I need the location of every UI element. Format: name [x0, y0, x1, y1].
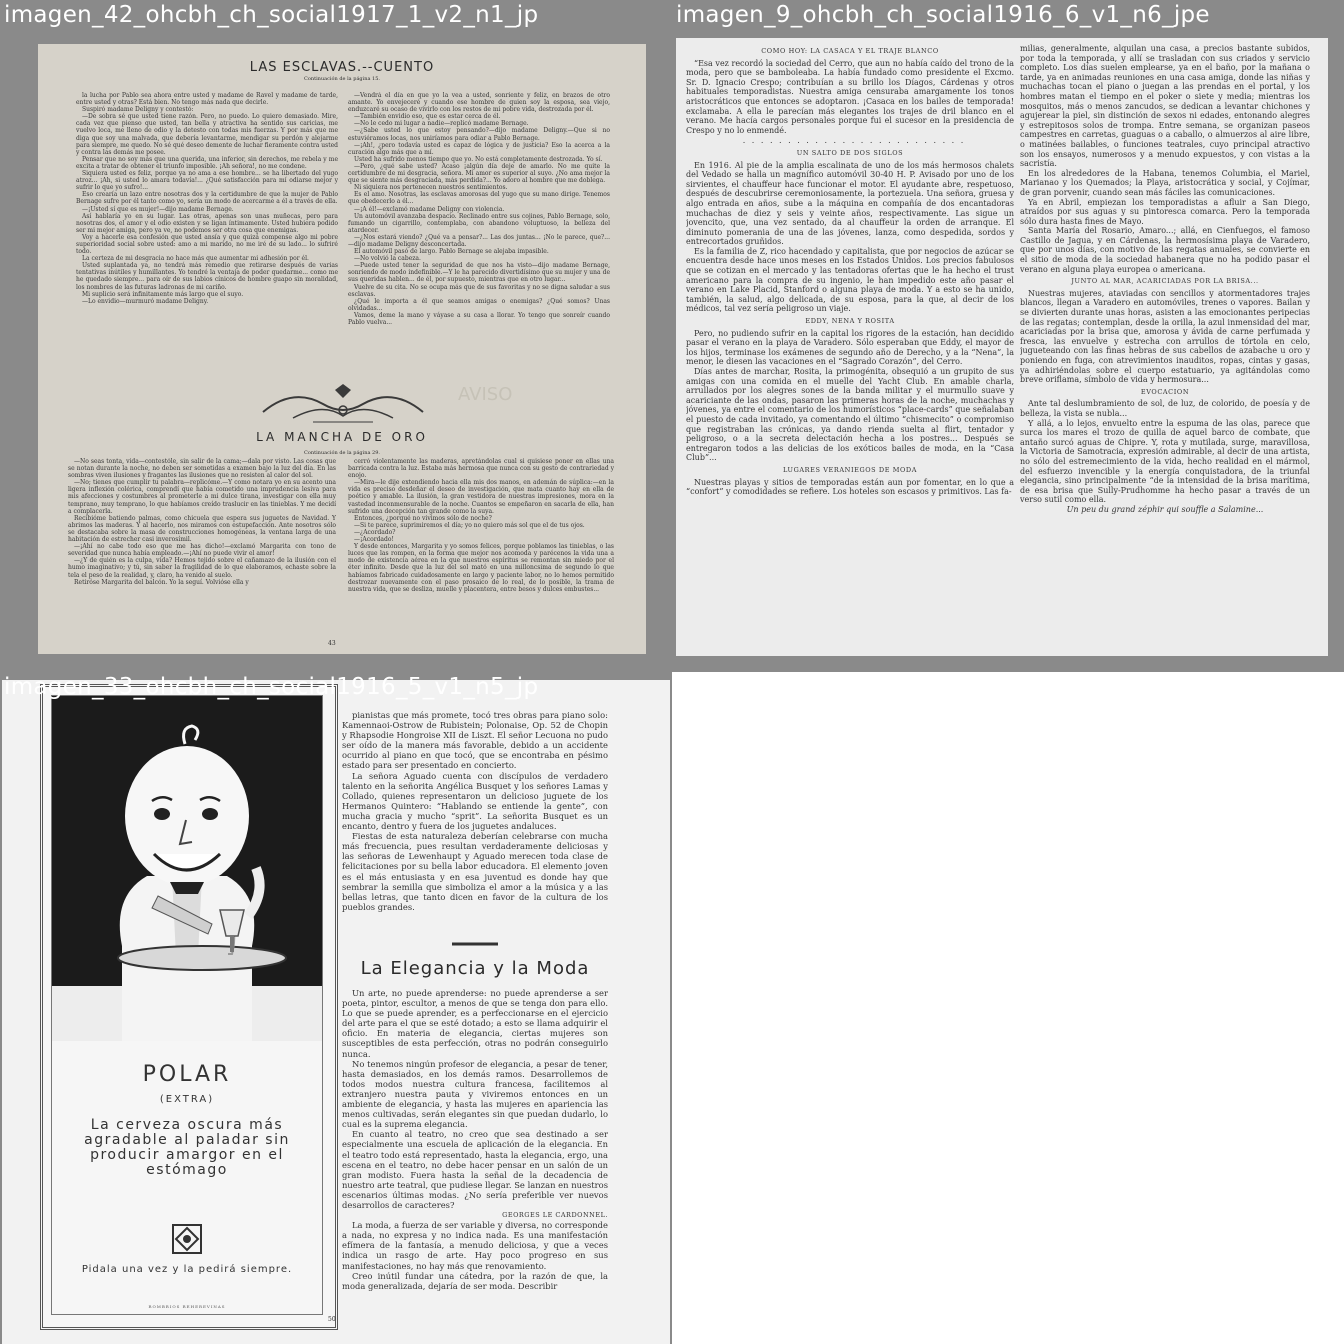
paragraph: Suspiró madame Deligny y contestó:: [82, 106, 194, 114]
paragraph: Creo inútil fundar una cátedra, por la razón de que, la moda generalizada, dejaría de ser moda. Describir: [342, 1270, 608, 1291]
paragraph: la lucha por Pablo sea ahora entre usted y madame de Ravel y madame de tarde, entre usted y otras? Está bien. No tengo más nada que decirle.: [76, 92, 338, 107]
paragraph: —Vendrá el día en que yo la vea a usted, sonriente y feliz, en brazos de otro amante. Yo envejeceré y cuando ese hombre de quien soy la esposa, sea viejo, enduzcaré su ocaso de vivirlo con los restos de mi pobre vida, destrozada por él.: [348, 92, 610, 114]
paragraph: cerró violentamente las maderas, apretándolas cual si quisiese poner en ellas una barricada contra la luz. Estaba más hermosa que nunca con su gesto de contrariedad y enojo.: [348, 458, 614, 480]
section-divider: [342, 938, 608, 950]
paragraph: —No; tienes que cumplir tu palabra—replicóme.—Y como notara yo en su acento una ligera inflexión colérica, comprendí que había cometido una imprudencia lesiva para mis afecciones y costumbres al prometerle a mi dulce tirana, investigar con ella muy temprano, muy temprano, lo que habíamos creído traslucir en las tinieblas. Y me decidí a complacerla.: [68, 479, 336, 515]
paragraph: ¿Qué le importa a él que seamos amigas o enemigas? ¿Qué somos? Unas olvidadas...: [348, 297, 610, 312]
paragraph: El automóvil pasó de largo. Pablo Bernage se alejaba impasible.: [354, 248, 549, 256]
paragraph: Un arte, no puede aprenderse: no puede aprenderse a ser poeta, pintor, escultor, a menos de que se tenga don para ello. Lo que se puede aprender, es a perfeccionarse en el ejercicio del arte para el que se esté dotado; a esto se llama adquirir el oficio. En materia de elegancia, ciertas mujeres son susceptibles de esta perfección, otras no podrán conseguirlo nunca.: [342, 988, 608, 1059]
paragraph: —¡Ahí no cabe todo eso que me has dicho!—exclamó Margarita con tono de severidad que nunca había empleado.—¡Ahí no puede vivir el amor!: [68, 543, 336, 558]
paragraph: En los alrededores de la Habana, tenemos Columbia, el Mariel, Marianao y los Quemados; la Playa, aristocrática y social, y Cojímar, de gran porvenir, cuando sean más fáciles las comunicaciones.: [1020, 168, 1310, 197]
paragraph-group: [76, 191, 338, 305]
paragraph: —¡Acordado!: [354, 536, 394, 544]
paragraph: La certeza de mi desgracia no hace más que aumentar mi adhesión por él.: [82, 255, 309, 263]
text-column-bottom-right: [348, 458, 614, 638]
polar-advertisement: [40, 684, 338, 1330]
paragraph: —¿Nos estará viendo? ¿Qué va a pensar?... Las dos juntas... ¡No le parece, que?... —dijo madame Deligny desconcertada.: [348, 233, 610, 248]
paragraph: —Si te parece, suprimiremos el día; yo no quiero más sol que el de tus ojos.: [354, 521, 585, 529]
paragraph: Vamos, deme la mano y váyase a su casa a llorar. Yo tengo que sonreír cuando Pablo vuelva...: [348, 311, 610, 326]
paragraph-group: [342, 1220, 608, 1291]
paragraph: —No seas tonta, vida—contestóle, sin salir de la cama;—dala por visto. Las cosas que se notan durante la noche, no deben ser sometidas a examen bajo la luz del día. En las sombras viven ilusiones y fragantes las ilusiones que no resisten al calor del sol.: [68, 458, 336, 480]
paragraph-group: [348, 543, 614, 593]
tile-social-article: [672, 0, 1344, 672]
story-title: LAS ESCLAVAS.--CUENTO: [249, 60, 435, 75]
waiter-illustration: [52, 696, 322, 1041]
paragraph: —Puede usted tener la seguridad de que nos ha visto—dijo madame Bernage, sonriendo de modo indefinible.—Y le ha parecido divertidísimo que su mujer y una de sus queridas hablen... de él, por supuesto, mientras que en otro lugar...: [348, 262, 610, 284]
tile-las-esclavas: [0, 0, 672, 672]
paragraph: Ni siquiera nos pertenecen nuestros sentimientos.: [354, 184, 508, 192]
paragraph: Entonces, ¿porqué no vivimos sólo de noche?: [354, 514, 492, 522]
paragraph: Eso crearía un lazo entre nosotras dos y la certidumbre de que la mujer de Pablo Bernage sufre por él tanto como yo, sería un modo de acercarme a él a través de ella.: [76, 191, 338, 206]
paragraph: Pensar que no soy más que una querida, una inferior, sin derechos, me rebela y me excita a tratar de obtener el triunfo imposible. ¡Ah señora!, no me condene.: [76, 155, 338, 170]
section-heading: UN SALTO DE DOS SIGLOS: [796, 148, 904, 157]
page-number: 50: [328, 1316, 336, 1323]
text-column-right: [1020, 44, 1310, 638]
paragraph: Ya en Abril, empiezan los temporadistas a afluir a San Diego, atraídos por sus aguas y su pintoresca comarca. Pero la temporada sólo dura hasta fines de Mayo.: [1020, 197, 1310, 226]
tile-filename-label: imagen_42_ohcbh_ch_social1917_1_v2_n1_jp: [4, 2, 539, 28]
ad-border: [51, 695, 323, 1315]
text-column-article: [342, 988, 608, 1318]
paragraph: Retiróse Margarita del balcón. Yo la seguí. Volvióse ella y: [74, 578, 249, 586]
paragraph: —¡Ah!, ¿pero todavía usted es capaz de lógica y de justicia? Eso la acerca a la curación algo más que a mí.: [348, 141, 610, 156]
section-heading: EDDY, NENA Y ROSITA: [805, 317, 895, 326]
paragraph: —De sobra sé que usted tiene razón. Pero, no puedo. Lo quiero demasiado. Mire, cada vez que pienso que usted, tan bella y atractiva ha sentido sus caricias, me vuelvo loca, me lleno de odio y la detesto con todas mis fuerzas. Y por más que me diga que soy una malvada, que debería levantarme, mendigar su perdón y alejarme para siempre, me quedo. No sé qué deseo demente de luchar fieramente contra usted y contra las demás me posee.: [76, 113, 338, 156]
section-heading: COMO HOY: LA CASACA Y EL TRAJE BLANCO: [761, 47, 939, 55]
paragraph: —¡Usted sí que es mujer!—dijo madame Bernage.: [82, 205, 234, 213]
tile-filename-label: imagen_9_ohcbh_ch_social1916_6_v1_n6_jpe: [676, 2, 1210, 28]
paragraph-group: [348, 458, 614, 543]
paragraph: Nuestras playas y sitios de temporadas están aun por fomentar, en lo que a “confort” y comodidades se refiere. Los hoteles son escasos y primitivos. Las fa-: [686, 477, 1014, 497]
paragraph: Usted ha sufrido menos tiempo que yo. No está completamente destrozada. Yo sí.: [354, 155, 603, 163]
paragraph: Vuelve de su cita. No se ocupa más que de sus favoritas y no se digna saludar a sus esclavas.: [348, 283, 610, 298]
paragraph: Así hablaría yo en su lugar. Las otras, apenas son unas muñecas, pero para nosotras dos, el amor y el odio existen y se ligan íntimamente. Usted hubiera podido ser mi mejor amiga, pero ya ve, no podemos ser otra cosa que enemigas.: [76, 212, 338, 234]
text-column-left: [76, 92, 338, 382]
paragraph: Es el amo. Nosotras, las esclavas amorosas del yugo que su mano dirige. Tenemos que obedecerlo a él...: [348, 191, 610, 206]
paragraph: Nuestras mujeres, ataviadas con sencillos y atormentadores trajes blancos, llegan a Varadero en automóviles, trenes o vapores. Bailan y se divierten durante unas horas, asisten a las emocionantes peripecias de las regatas; contemplan, desde la orilla, la azul inmensidad del mar, acariciadas por la brisa que, amorosa y ávida de carne perfumada y fresca, las envuelve y estrecha con arrullos de tórtola en celo, jugueteando con las finas hebras de sus cabellos de azabache u oro y poniendo en fuga, con atrevimientos inauditos, ropas, cintas y gasas, ya adhiriéndolas sobre el cuerpo estatuario, ya agitándolas como breve oriflama, símbolo de vida y hermosura...: [1020, 288, 1310, 385]
page-number: 43: [328, 640, 336, 647]
paragraph-group: [342, 988, 608, 1210]
paragraph: Pero, no pudiendo sufrir en la capital los rigores de la estación, han decidido pasar el verano en la playa de Varadero. Sólo esperaban que Eddy, el mayor de los hijos, terminase los exámenes de segundo año de Derecho, y a la “Nena”, la menor, le diesen las vacaciones en el “Sagrado Corazón”, del Cerro.: [686, 328, 1014, 367]
paragraph-group: [76, 92, 338, 191]
text-column-top: [342, 710, 608, 940]
section-heading: EVOCACION: [1140, 387, 1190, 396]
paragraph: —¿Acordado?: [354, 528, 396, 536]
paragraph: La señora Aguado cuenta con discípulos de verdadero talento en la señorita Angélica Busquet y los señores Lamas y Collado, quienes representaron un delicioso juguete de los Hermanos Quintero: “Hablando se entiende la gente”, con mucha gracia y mucho “sprit”. La señorita Busquet es un encanto, dentro y fuera de los juguetes andaluces.: [342, 770, 608, 832]
paragraph: Mi suplicio será infinitamente más largo que el suyo.: [82, 290, 244, 298]
paragraph: —No volvió la cabeza.: [354, 255, 421, 263]
dotted-separator: . . . . . . . . . . . . . . . . . . . . . . . . .: [742, 136, 966, 146]
brand-name: POLAR: [142, 1062, 232, 1087]
paragraph: —Mira—le dije extendiendo hacia ella mis dos manos, en ademán de súplica:—en la vida es preciso desdeñar el deseo de investigación, que mata cuanto hay en ella de poético y amable. La ilusión, la gran vestidora de nuestras impresiones, mora en la vastedad inconmensurable de la noche. Cuantos se empeñaron en sacarla de ella, han sufrido una decepción tan grande como la suya.: [348, 479, 614, 515]
paragraph: Es la familia de Z, rico hacendado y capitalista, que por negocios de azúcar se encuentra desde hace unos meses en los Estados Unidos. Los precios fabulosos que se cotizan en el mercado y las tentadoras ofertas que le ha hecho el trust americano para la compra de su ingenio, le han impedido este año pasar el verano en Lake Placid, Stanford o alguna playa de moda. Y a esto se ha unido, también, la salud, algo delicada, de su esposa, para la que, al decir de los médicos, tal vez sería peligroso un viaje.: [686, 246, 1014, 314]
paragraph: No tenemos ningún profesor de elegancia, a pesar de tener, hasta demasiados, en los demás ramos. Desarrollemos de todos modos nuestra cultura francesa, facilitemos al extranjero nuestra pauta y viviremos entonces en un ambiente de elegancia, y hasta las mujeres en apariencia las menos cultivadas, serán elegantes sin que puedan dudarlo, lo cual es la suprema elegancia.: [342, 1058, 608, 1130]
section-heading: JUNTO AL MAR, ACARICIADAS POR LA BRISA...: [1071, 277, 1259, 286]
section-heading: LUGARES VERANIEGOS DE MODA: [782, 465, 918, 474]
paragraph: “Esa vez recordó la sociedad del Cerro, que aun no había caído del trono de la moda, pero que se bamboleaba. La había fundado como presidente el Excmo. Sr. D. Ignacio Crespo; contribuían a su brillo los Díagos, Cárdenas y otros habituales temporadistas. Nuestra amiga censuraba amargamente los tonos aristocráticos que entonces se adoptaron. ¡Casaca en los bailes de temporada! exclamaba. A ella le parecían más elegantes los trajes de dril blanco en el verano. Me hacía cargos personales porque fui el sucesor en la presidencia de Crespo y no lo enmendé.: [686, 58, 1014, 135]
tile-filename-label: imagen_33_ohcbh_ch_social1916_5_v1_n5_jp: [4, 674, 539, 700]
text-column-bottom-left: [68, 458, 336, 638]
tile-elegancia: [0, 672, 672, 1344]
paragraph-group: [342, 710, 608, 912]
magazine-page: [676, 38, 1328, 656]
emblem-icon: [170, 1222, 204, 1256]
paragraph: Usted suplantada ya, no tendrá más remedio que retirarse después de varias tentativas inútiles y humillantes. Yo tendré la ventaja de poder quedarme... como me he quedado siempre... para oír de sus labios cínicos de hombre guapo sin moralidad, los nombres de las futuras ladronas de mi cariño.: [76, 262, 338, 291]
paragraph-group: [348, 92, 610, 206]
paragraph: pianistas que más promete, tocó tres obras para piano solo: Kamennaoi-Ostrow de Rubistein; Polonaise, Op. 52 de Chopin y Rhapsodie Hongroise XII de Liszt. El señor Lecuona no pudo ser oído de la manera más favorable, debido a un accidente ocurrido al piano en que tocó, que se encontraba en pésimo estado para ser presentado en concierto.: [342, 710, 608, 771]
bleed-through-text: AVISO: [458, 384, 513, 405]
closing-quote: Un peu du grand zéphir qui souffle a Salamine...: [1066, 504, 1264, 514]
paragraph: En cuanto al teatro, no creo que sea destinado a ser especialmente una escuela de aplicación de la elegancia. En el teatro todo está representado, hasta la elegancia, ergo, una escena en el teatro, no debe hacer pensar en un salón de un gran modisto. Fuera hasta la señal de la decadencia de nuestro arte teatral, que pudiese llegar. Se lanzan en nuestros escenarios últimas modas. ¿No sería preferible ver nuevos desarrollos de caracteres?: [342, 1129, 608, 1210]
author-signature: GEORGES LE CARDONNEL.: [502, 1211, 608, 1220]
paragraph: Días antes de marchar, Rosita, la primogénita, obsequió a un grupito de sus amigas con una comida en el muelle del Yacht Club. En amable charla, arrullados por los alegres sones de la banda militar y el murmullo suave y acariciante de las ondas, pasaron las primeras horas de la noche, muchachas y jóvenes, ya entre el comentario de los humorísticos “place-cards” que señalaban el puesto de cada invitado, ya comentando el último “chismecito” o compromiso que registraban las crónicas, ya dando rienda suelta al flirt, tentador y peligroso, o a la secreta delectación hecha a los postres... Después se entregaron todos a las delicias de los exóticos bailes de moda, en la “Casa Club”...: [686, 367, 1014, 463]
paragraph: —¡A él!—exclamó madame Deligny con violencia.: [354, 205, 505, 213]
magazine-page: [2, 680, 670, 1344]
paragraph: —No le cedo mi lugar a nadie—replicó madame Bernage.: [354, 120, 529, 128]
paragraph: Y desde entonces, Margarita y yo somos felices, porque poblamos las tinieblas, o las luces que las rompen, en la forma que mejor nos acomoda y parécenos la vida una a modo de existencia aérea en la que nuestros espíritus se remontan sin miedo por el éter infinito. Desde que la luz del sol mató en una milloncsima de segundo lo que habíamos fabricado cuidadosamente en largo y paciente labor, no lo hemos permitido destrozar nuevamente con el paso prosaico de lo real, de lo posible, la trama de nuestra vida, que se desliza, muelle y placentera, entre besos y dulces embustes...: [348, 543, 614, 593]
ad-tagline: La cerveza oscura más agradable al paladar sin producir amargor en el estómago: [84, 1117, 290, 1178]
paragraph-group: [348, 206, 610, 327]
paragraph-group: [68, 458, 336, 543]
paragraph: —Lo envidio—murmuró madame Deligny.: [82, 297, 209, 305]
paragraph: Siquiera usted es feliz, porque ya no ama a ese hombre... se ha libertado del yugo atroz... ¡Ah, si usted lo amara todavía!... ¿Qué satisfacción para mí odiarse mejor y sufrir lo que yo sufro!...: [76, 170, 338, 192]
ornament-icon: [253, 382, 433, 430]
text-column-right: [348, 92, 610, 382]
paragraph: —¿Sabe usted lo que estoy pensando?—dijo madame Deligny.—Que si no estuviéramos locas, nos uniríamos para odiar a Pablo Bernage.: [348, 127, 610, 142]
paragraph: Fiestas de esta naturaleza deberían celebrarse con mucha más frecuencia, pues resultan verdaderamente deliciosas y las señoras de Lewenhaupt y Aguado merecen toda clase de felicitaciones por su bella labor educadora. El elemento joven es el más entusiasta y en esa juventud es donde hay que sembrar la semilla que simboliza el amor a la música y a las bellas letras, que tanto dicen en favor de la cultura de los pueblos grandes.: [342, 831, 608, 912]
text-column-left: [686, 44, 1014, 638]
section-title: La Elegancia y la Moda: [360, 958, 590, 979]
paragraph: milias, generalmente, alquilan una casa, a precios bastante subidos, por toda la temporada, y allí se trasladan con sus criados y servicio completo. Los días suelen emplearse, ya en el baño, por la mañana o tarde, ya en animadas reuniones en una casa amiga, donde las niñas y muchachas tocan el piano o juegan a las prendas en el portal, y los hombres matan el tiempo en el poker o siete y media; mientras los mosquitos, más o menos zancudos, se dedican a levantar chichones y agujerear la piel, sin distinción de sexos ni edades, entonando alegres y estrepitosos solos de trompa. Entre semana, se organizan paseos campestres en carretas, guaguas o a caballo, o almuerzos al aire libre, o matinées bailables, o funciones teatrales, cuyo principal atractivo son los ensayos, numerosos y a menudo expuestos, y con vistas a la sacristía.: [1020, 44, 1310, 169]
printer-credit: ROMBRIOS REHEREVINAS: [148, 1304, 226, 1309]
brand-subtitle: (EXTRA): [159, 1094, 215, 1105]
paragraph: —¿Y de quién es la culpa, vida? Hemos tejido sobre el cañamazo de la ilusión con el humo imaginativo; y tú, sin saber la fragilidad de lo que elaboramos, echaste sobre la tela el peso de la realidad, y, claro, ha venido al suelo.: [68, 557, 336, 579]
paragraph: Ante tal deslumbramiento de sol, de luz, de colorido, de poesía y de belleza, la vista se nubla...: [1020, 399, 1310, 418]
story-title-2: LA MANCHA DE ORO: [256, 430, 428, 444]
paragraph: En 1916. Al pie de la amplia escalinata de uno de los más hermosos chalets del Vedado se halla un magnífico automóvil 30-40 H. P. Avisado por uno de los sirvientes, el chauffeur hace funcionar el motor. El ayudante abre, respetuoso, después de descubrirse ceremoniosamente, la portezuela. Una señora, gruesa y algo entrada en años, sube a la máquina en compañía de dos encantadoras muchachas de diez y seis y veinte años, respectivamente. Las sigue un jovencito, que, una vez sentado, da al chauffeur la orden de arranque. El diminuto pomerania de una de las jóvenes, lanza, como despedida, sordos y entrecortados gruñidos.: [686, 160, 1014, 247]
paragraph: —También envidio eso, que es estar cerca de él.: [354, 113, 501, 121]
paragraph: La moda, a fuerza de ser variable y diversa, no corresponde a nada, no expresa y no indica nada. Es una manifestación efímera de la fantasía, a menudo deliciosa, y que a veces indica un rasgo de arte. Hay poco progreso en sus manifestaciones, no hay más que renovamiento.: [342, 1220, 608, 1271]
paragraph: Y allá, a lo lejos, envuelto entre la espuma de las olas, parece que surca los mares el trozo de quilla de aquel barco de combate, que antaño surcó aguas de Chipre. Y, rota y mutilada, surge, maravillosa, la Victoria de Samotracia, expresión admirable, al decir de una artista, no sólo del estremecimiento de la vida, hecho realidad en el mármol, del esfuerzo invencible y la energía conquistadora, de la triunfal elegancia, sino principalmente “de la intensidad de la brisa marítima, de esa brisa que Sully-Prudhomme ha hecho pasar a través de un verso sutil como ella.: [1020, 418, 1310, 505]
ad-call-to-action: Pidala una vez y la pedirá siempre.: [81, 1264, 293, 1275]
paragraph: Un automóvil avanzaba despacio. Reclinado entre sus cojines, Pablo Bernage, solo, fumando un cigarrillo, contemplaba, con abandono voluptuoso, la belleza del atardecer.: [348, 212, 610, 234]
paragraph-group: [68, 543, 336, 586]
continuation-note-2: Continuación de la página 29.: [304, 450, 380, 456]
magazine-page: [38, 44, 646, 654]
paragraph: —Pero, ¿qué sabe usted? Acaso ¡algún día deje de amarlo. No me quite la certidumbre de mi desgracia, señora. Mi amor es superior al suyo. ¿No ama mejor la que se siente más desgraciada, más perdida?... Yo adoro al hombre que me doblega.: [348, 162, 610, 185]
paragraph: Recibióme batiendo palmas, como chicuela que espera sus juguetes de Navidad. Y abrimos las maderas. Y al hacerlo, nos miramos con estupefacción. Ante nosotros sólo se destacaba sobre la masa de construcciones homogéneas, la ventana larga de una habitación de estrecher casi inverosímil.: [68, 514, 336, 544]
continuation-note: Continuación de la página 15.: [304, 76, 380, 82]
paragraph: Voy a hacerle esa confesión que usted ansía y que quizá compense algo mi pobre superioridad social sobre usted: amo a mi marido, no me iré de su lado... lo sufriré todo.: [76, 233, 338, 256]
paragraph: Santa María del Rosario, Amaro...; allá, en Cienfuegos, el famoso Castillo de Jagua, y en Cárdenas, la hermosísima playa de Varadero, que por unos días, con motivo de las regatas anuales, se convierte en el sitio de moda de la sociedad habanera que no ha podido pasar el verano en alguna playa europea o americana.: [1020, 226, 1310, 274]
